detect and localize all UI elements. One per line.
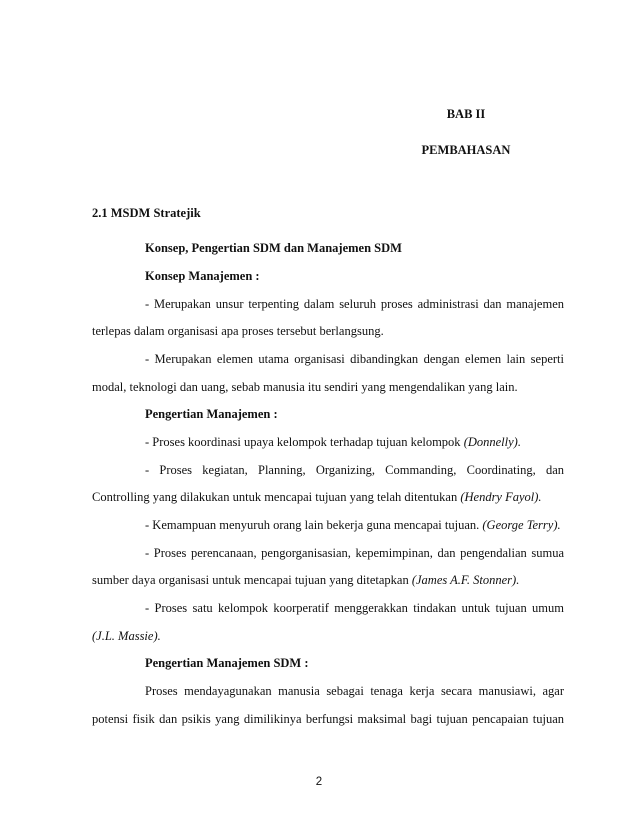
- citation: (James A.F. Stonner).: [411, 573, 520, 587]
- definition-text: - Kemampuan menyuruh orang lain bekerja guna mencapai tujuan.: [145, 518, 483, 532]
- paragraph-line: Proses mendayagunakan manusia sebagai tenaga kerja secara manusiawi, agar: [145, 684, 564, 698]
- citation: (Donnelly).: [463, 435, 521, 449]
- subheading-pengertian-manajemen: Pengertian Manajemen :: [145, 407, 278, 421]
- citation: (George Terry).: [482, 518, 561, 532]
- paragraph-line: potensi fisik dan psikis yang dimilikinya berfungsi maksimal bagi tujuan pencapaian tujuan: [92, 712, 564, 726]
- definition-line: - Proses kegiatan, Planning, Organizing, Commanding, Coordinating, dan: [145, 463, 564, 477]
- definition-text: sumber daya organisasi untuk mencapai tujuan yang ditetapkan: [92, 573, 412, 587]
- section-heading: 2.1 MSDM Stratejik: [92, 206, 201, 220]
- definition-line: [92, 572, 519, 588]
- chapter-title: PEMBAHASAN: [421, 143, 511, 157]
- chapter-label: BAB II: [446, 107, 486, 121]
- subheading-konsep-manajemen: Konsep Manajemen :: [145, 269, 260, 283]
- paragraph-line: terlepas dalam organisasi apa proses tersebut berlangsung.: [92, 324, 384, 338]
- subheading-pengertian-manajemen-sdm: Pengertian Manajemen SDM :: [145, 656, 309, 670]
- subheading-konsep-pengertian: Konsep, Pengertian SDM dan Manajemen SDM: [145, 241, 402, 255]
- citation: (Hendry Fayol).: [460, 490, 542, 504]
- citation: (J.L. Massie).: [92, 629, 161, 643]
- paragraph-line: modal, teknologi dan uang, sebab manusia itu sendiri yang mengendalikan yang lain.: [92, 380, 518, 394]
- page-number: 2: [315, 776, 323, 788]
- paragraph-line: - Merupakan unsur terpenting dalam seluruh proses administrasi dan manajemen: [145, 297, 564, 311]
- definition-line: - Proses satu kelompok koorperatif menggerakkan tindakan untuk tujuan umum: [145, 601, 564, 615]
- definition-line: - Proses perencanaan, pengorganisasian, kepemimpinan, dan pengendalian sumua: [145, 546, 564, 560]
- definition-line: [145, 517, 561, 533]
- definition-line: [145, 434, 521, 450]
- definition-text: - Proses koordinasi upaya kelompok terhadap tujuan kelompok: [145, 435, 464, 449]
- definition-text: Controlling yang dilakukan untuk mencapai tujuan yang telah ditentukan: [92, 490, 461, 504]
- paragraph-line: - Merupakan elemen utama organisasi dibandingkan dengan elemen lain seperti: [145, 352, 564, 366]
- definition-line: [92, 489, 542, 505]
